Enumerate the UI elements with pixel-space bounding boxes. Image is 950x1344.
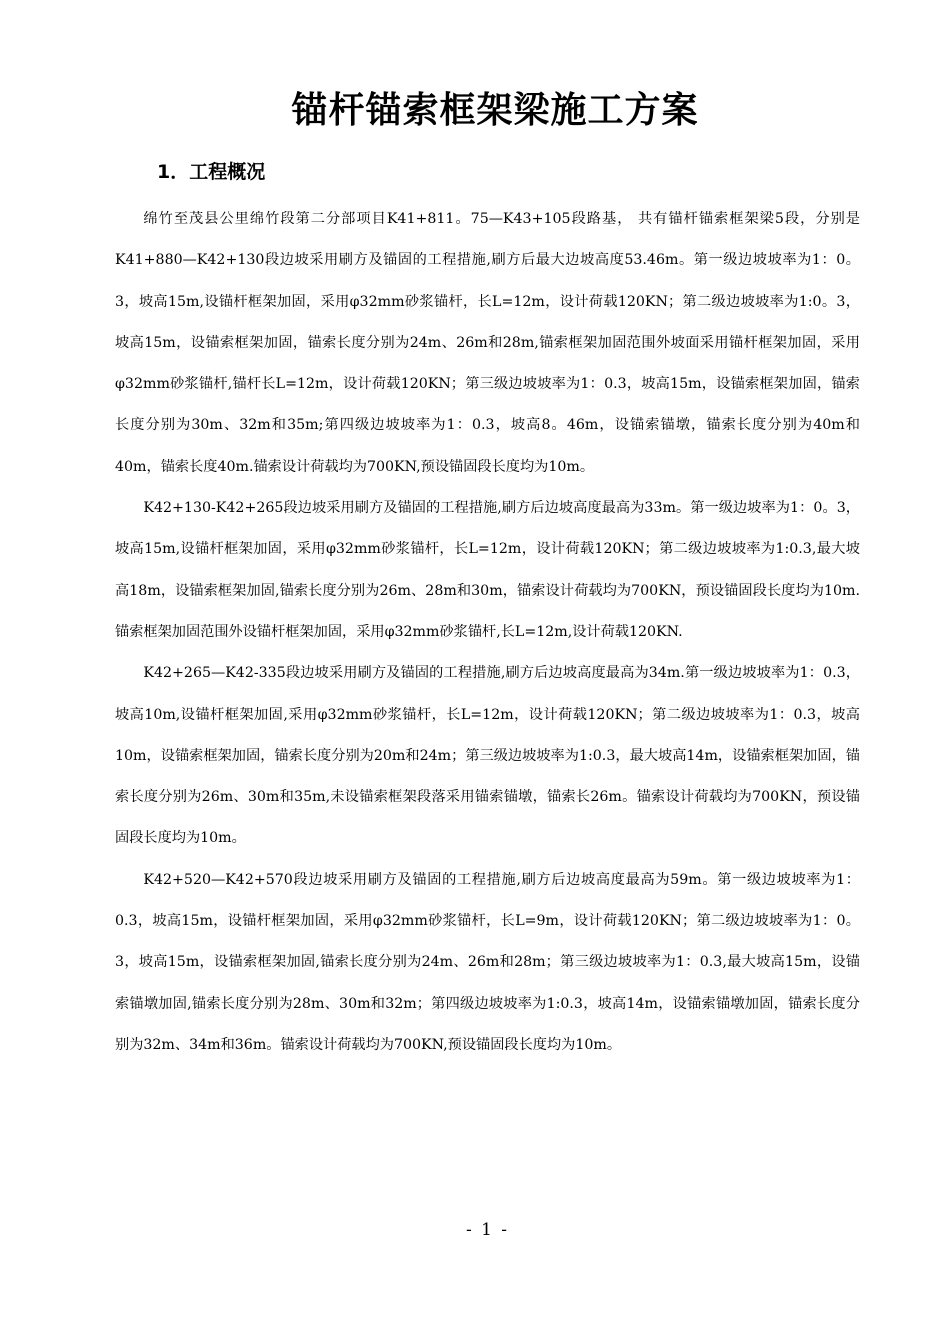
body-text — [115, 199, 860, 1066]
paragraph-3: K42+265—K42-335段边坡采用刷方及锚固的工程措施,刷方后边坡高度最高为34m.第一级边坡坡率为1：0.3，坡高10m,设锚杆框架加固,采用φ32mm砂浆锚杆，长L=12m，设计荷载120KN；第二级边坡坡率为1：0.3，坡高10m，设锚索框架加固，锚索长度分别为20m和24m；第三级边坡坡率为1:0.3，最大坡高14m，设锚索框架加固，锚索长度分别为26m、30m和35m,未设锚索框架段落采用锚索锚墩，锚索长26m。锚索设计荷载均为700KN，预设锚固段长度均为10m。 — [115, 665, 860, 847]
page-number: - 1 - — [465, 1220, 510, 1240]
document-title: 锚杆锚索框架梁施工方案 — [291, 90, 699, 131]
paragraph-2: K42+130-K42+265段边坡采用刷方及锚固的工程措施,刷方后边坡高度最高为33m。第一级边坡率为1：0。3，坡高15m,设锚杆框架加固，采用φ32mm砂浆锚杆，长L=12m，设计荷载120KN；第二级边坡坡率为1:0.3,最大坡高18m，设锚索框架加固,锚索长度分别为26m、28m和30m，锚索设计荷载均为700KN，预设锚固段长度均为10m.锚索框架加固范围外设锚杆框架加固，采用φ32mm砂浆锚杆,长L=12m,设计荷载120KN. — [115, 500, 860, 640]
section-heading: 1．工程概况 — [157, 161, 266, 183]
paragraph-1: 绵竹至茂县公里绵竹段第二分部项目K41+811。75—K43+105段路基， 共有锚杆锚索框架梁5段，分别是K41+880—K42+130段边坡采用刷方及锚固的工程措施,刷方后最大边坡高度53.46m。第一级边坡坡率为1：0。3，坡高15m,设锚杆框架加固，采用φ32mm砂浆锚杆，长L=12m，设计荷载120KN；第二级边坡坡率为1:0。3，坡高15m，设锚索框架加固，锚索长度分别为24m、26m和28m,锚索框架加固范围外坡面采用锚杆框架加固，采用φ32mm砂浆锚杆,锚杆长L=12m，设计荷载120KN；第三级边坡坡率为1：0.3，坡高15m，设锚索框架加固，锚索长度分别为30m、32m和35m;第四级边坡坡率为1：0.3，坡高8。46m，设锚索锚墩，锚索长度分别为40m和40m，锚索长度40m.锚索设计荷载均为700KN,预设锚固段长度均为10m。 — [115, 211, 860, 475]
paragraph-4: K42+520—K42+570段边坡采用刷方及锚固的工程措施,刷方后边坡高度最高为59m。第一级边坡坡率为1：0.3，坡高15m，设锚杆框架加固，采用φ32mm砂浆锚杆，长L=9m，设计荷载120KN；第二级边坡坡率为1：0。3，坡高15m，设锚索框架加固,锚索长度分别为24m、26m和28m；第三级边坡坡率为1：0.3,最大坡高15m，设锚索锚墩加固,锚索长度分别为28m、30m和32m；第四级边坡坡率为1:0.3，坡高14m，设锚索锚墩加固，锚索长度分别为32m、34m和36m。锚索设计荷载均为700KN,预设锚固段长度均为10m。 — [115, 871, 860, 1053]
